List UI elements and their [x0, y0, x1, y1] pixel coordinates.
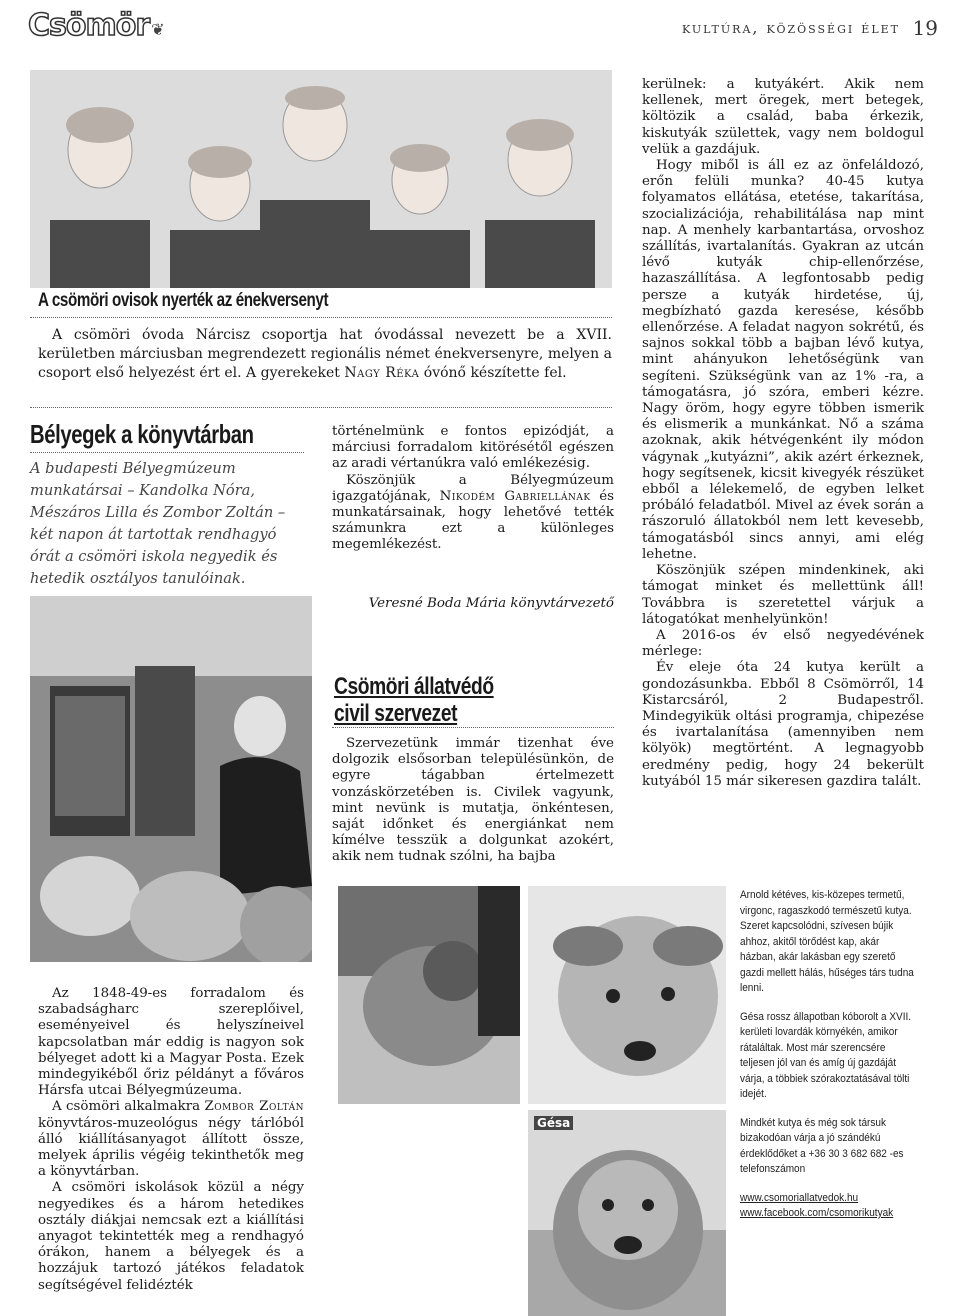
- paw-icon: ❦: [151, 20, 164, 39]
- allatvedo-title-line1: Csömöri állatvédő: [334, 673, 494, 700]
- belyegek-title: Bélyegek a könyvtárban: [30, 419, 254, 449]
- gesa-photo-label: Gésa: [534, 1116, 573, 1130]
- contact-caption: Mindkét kutya és még sok társuk bizakodóan várja a jó szándékú érdeklődőket a +36 30 3 682 682 -es telefonszámon: [740, 1116, 904, 1175]
- section-divider: [332, 727, 614, 728]
- arnold-caption: Arnold kétéves, kis-közepes termetű, virgonc, ragaszkodó természetű kutya. Szeret kapcsolódni, szívesen bújik ahhoz, akitől törődést kap, akár házban, akár lakásban egy szerető gazdi mellett hálás, hűséges társ tudna lenni.: [740, 889, 914, 994]
- gesa-dog-photo: [528, 1110, 726, 1316]
- stamp-exhibition-photo: [30, 596, 312, 962]
- teacher-name: Nagy Réka: [344, 365, 420, 381]
- facebook-link[interactable]: www.facebook.com/csomorikutyak: [740, 1207, 894, 1219]
- gesa-caption: Gésa rossz állapotban kóborolt a XVII. kerületi lovardák környékén, amikor rátaláltak. Most már szerencsére teljesen jól van és amíg új gazdáját várja, a többiek szórakoztatásával tölti idejét.: [740, 1010, 912, 1100]
- website-link[interactable]: www.csomoriallatvedok.hu: [740, 1191, 859, 1204]
- ovisok-title: A csömöri ovisok nyerték az énekversenyt: [38, 290, 329, 311]
- belyegek-lead: A budapesti Bélyegmúzeum munkatársai – Kandolka Nóra, Mészáros Lilla és Zombor Zoltán – két napon át tartottak rendhagyó órát a csömöri iskola negyedik és hetedik osztályos tanulóinak.: [30, 460, 286, 587]
- page-number: 19: [912, 16, 938, 40]
- director-name: Nikodém Gabriellának: [439, 488, 591, 504]
- arnold-dog-photo-1: [338, 886, 520, 1104]
- belyegek-body: Az 1848-49-es forradalom és szabadságharc szereplőivel, eseményeivel és helyszíneivel kapcsolatban már eddig is nagyon sok bélyeget adott ki a Magyar Posta. Ezek mindegyikéből őriz példányt a főváros Hársfa utcai Bélyegmúzeuma. A csömöri alkalmakra Zombor Zoltán könyvtáros-muzeológus négy tárlóból álló kiállításanyagot állított össze, melyek április végéig tekinthetők meg a könyvtárban. A csömöri iskolások közül a négy negyedikes és a három hetedikes osztály diákjai nemcsak ezt a kiállítási anyagot tekintették meg a rendhagyó órákon, hanem a bélyegek és a hozzájuk tartozó játékos feladatok segítségével felidézték: [38, 986, 304, 1293]
- author-signature: Veresné Boda Mária könyvtárvezető: [368, 596, 614, 611]
- curator-name: Zombor Zoltán: [204, 1099, 304, 1115]
- csomor-logo: Csömör ❦: [28, 8, 164, 43]
- belyegek-continued: történelmünk e fontos epizódját, a márciusi forradalom kitörésétől egészen az aradi vértanúkra való emlékezésig. Köszönjük a Bélyegmúzeum igazgatójának, Nikodém Gabriellának és munkatársainak, hogy lehetővé tették számunkra ezt a különleges megemlékezést.: [332, 424, 615, 553]
- arnold-dog-photo-2: [528, 886, 726, 1104]
- dog-captions: [740, 888, 916, 1222]
- kindergarten-children-photo: [30, 70, 612, 288]
- ovisok-body: A csömöri óvoda Nárcisz csoportja hat óvodással nevezett be a XVII. kerületben márciusban megrendezett regionális német énekversenyre, melyen a csoport első helyezést ért el. A gyerekeket Nagy Réka óvónő készítette fel.: [38, 327, 612, 381]
- allatvedo-body: Szervezetünk immár tizenhat éve dolgozik elsősorban településünkön, de egyre tágabban értelmezett vonzáskörzetében is. Civilek vagyunk, mint nevünk is mutatja, önkéntesen, saját időnket és energiánkat nem kímélve tesszük a dolgunkat azokért, akik nem tudnak szólni, ha bajba: [332, 736, 614, 865]
- running-head: kultúra, közösségi élet: [682, 18, 900, 37]
- section-divider: [30, 407, 612, 408]
- allatvedo-continued: kerülnek: a kutyákért. Akik nem kellenek, mert öregek, mert betegek, költözik a család, baba érkezik, kiskutyák születtek, vagy nem boldogul velük a gazdájuk. Hogy miből is áll ez az önfeláldozó, erőn felüli munka? 40-45 kutya folyamatos ellátása, etetése, takarítása, szocializációja, rehabilitálása nap mint nap. A menhely karbantartása, orvoshoz szállítás, ivartalanítás. Gyakran az utcán lévő kutyák chip-ellenőrzése, hazaszállítása. A legfontosabb pedig persze a kutyák hirdetése, új, megbízható gazda keresése, később ellenőrzése. A feladat nagyon sokrétű, és sajnos sokkal több a bajban lévő kutya, mint ahányukon lehetőségünk van segíteni. Szükségünk van az 1% -ra, a támogatásra, jó szóra, emberi kézre. Nagy öröm, hogy egyre többen ismerik és elismerik a munkánkat. Nő a száma azoknak, akik hétvégenként ily módon vágynak „kutyázni”, akik azért érkeznek, hogy segítsenek, kicsit kivegyék részüket ebből a lélekemelő, de egyben lelket próbáló feladatból. Mivel az évek során a rászoruló állatokból nem lett kevesebb, támogatásból sincs annyi, ami elég lehetne. Köszönjük szépen mindenkinek, aki támogat minket és mellettünk áll! Továbbra is szeretettel várjuk a látogatókat menhelyünkön! A 2016-os év első negyedévének mérlege: Év eleje óta 24 kutya került a gondozásunkba. Ebből 8 Csömörről, 14 Kistarcsáról, 2 Budapestről. Mindegyikük oltási programja, chipezése és ivartalanítása (amennyiben nem kölyök) megtörtént. A legnagyobb eredmény pedig, hogy 24 bekerült kutyából 15 már sikeresen gazdira talált.: [642, 77, 924, 789]
- section-divider: [30, 317, 612, 318]
- allatvedo-title: [334, 673, 606, 727]
- allatvedo-title-line2: civil szervezet: [334, 700, 458, 727]
- section-divider: [30, 452, 304, 453]
